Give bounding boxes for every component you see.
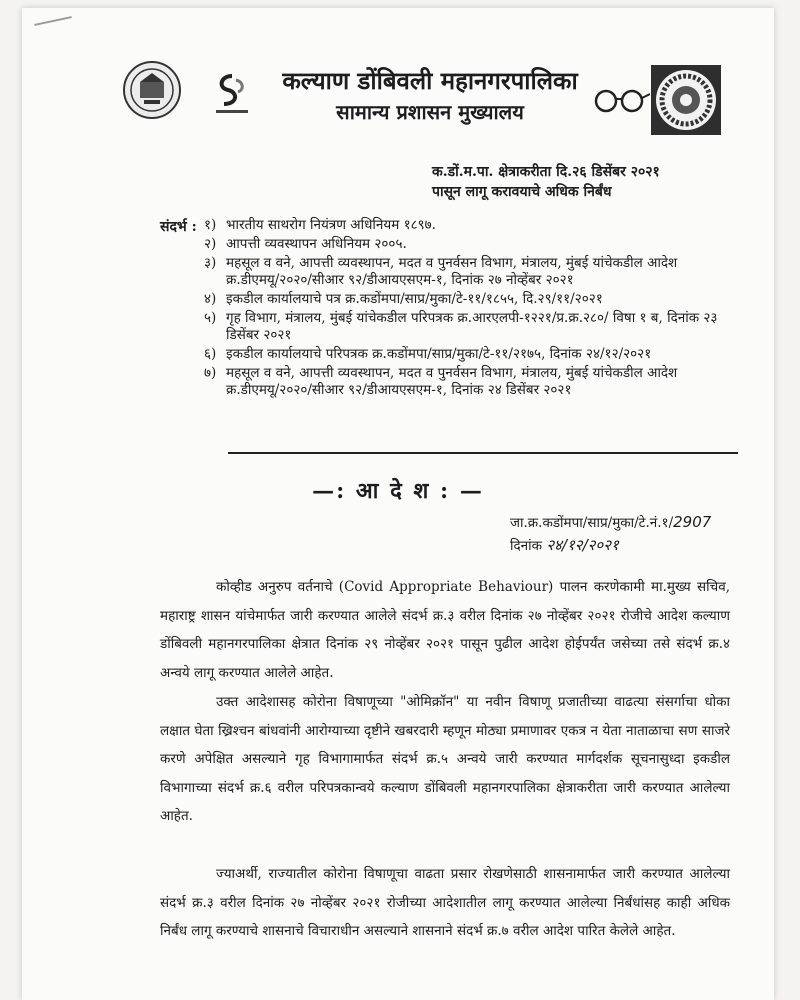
reference-number: ४) (204, 291, 217, 307)
reference-item (204, 217, 724, 234)
handwritten-date: २४/१२/२०२१ (546, 536, 619, 554)
outward-date-label: दिनांक (510, 538, 543, 554)
reference-text: इकडील कार्यालयाचे परिपत्रक क्र.कडोंमपा/साप्र/मुका/टे-११/२१७५, दिनांक २४/१२/२०२१ (226, 346, 652, 362)
outward-number-line (510, 511, 711, 534)
order-heading: —: आ दे श : — (312, 478, 484, 504)
outward-date-line (510, 534, 711, 557)
reference-item (204, 365, 724, 399)
paragraph-text: कोव्हीड अनुरुप वर्तनाचे (Covid Appropriate Behaviour) पालन करणेकामी मा.मुख्य सचिव, महाराष्ट्र शासन यांचेमार्फत जारी करण्यात आलेले संदर्भ क्र.३ वरील दिनांक २७ नोव्हेंबर २०२१ रोजीचे आदेश कल्याण डोंबिवली महानगरपालिका क्षेत्रात दिनांक २९ नोव्हेंबर २०२१ पासून पुढील आदेश होईपर्यंत जसेच्या तसे संदर्भ क्र.४ अन्वये लागू करण्यात आलेले आहेत. (160, 579, 730, 681)
paragraph-text: उक्त आदेशासह कोरोना विषाणूच्या "ओमिक्रॉन" या नवीन विषाणू प्रजातीच्या वाढत्या संसर्गाचा धोका लक्षात घेता ख्रिश्चन बांधवांनी आरोग्याच्या दृष्टीने खबरदारी म्हणून मोठ्या प्रमाणावर एकत्र न येता नाताळाचा सण साजरे करणे अपेक्षित असल्याने गृह विभागामार्फत संदर्भ क्र.५ अन्वये जारी करण्यात मार्गदर्शक सूचनासुध्दा इकडील विभागाच्या संदर्भ क्र.६ वरील परिपत्रकान्वये कल्याण डोंबिवली महानगरपालिका क्षेत्राकरीता जारी करण्यात आलेल्या आहेत. (160, 694, 730, 824)
department-title: सामान्य प्रशासन मुख्यालय (336, 100, 524, 124)
references-list (204, 217, 724, 401)
reference-text: इकडील कार्यालयाचे पत्र क्र.कडोंमपा/साप्र/मुका/टे-११/१८५५, दि.२९/११/२०२१ (226, 291, 603, 307)
reference-number: ५) (204, 310, 217, 326)
outward-number-block (510, 511, 711, 557)
municipal-emblem-logo (122, 60, 182, 120)
body-paragraph (160, 573, 730, 687)
body-paragraph (160, 688, 730, 831)
reference-number: ७) (204, 365, 217, 381)
reference-item (204, 236, 724, 253)
reference-number: १) (204, 217, 217, 233)
handwritten-outward-number: 2907 (673, 513, 712, 531)
reference-text: महसूल व वने, आपत्ती व्यवस्थापन, मदत व पुनर्वसन विभाग, मंत्रालय, मुंबई यांचेकडील आदेश क्र.डीएमयू/२०२०/सीआर ९२/डीआयएसएम-१, दिनांक २७ नोव्हेंबर २०२१ (226, 255, 678, 288)
reference-number: ६) (204, 346, 217, 362)
outward-number-label: जा.क्र.कडोंमपा/साप्र/मुका/टे.नं.१/ (510, 515, 674, 531)
reference-item (204, 346, 724, 363)
swachh-bharat-glasses-logo (590, 86, 650, 116)
reference-item (204, 310, 724, 344)
reference-text: महसूल व वने, आपत्ती व्यवस्थापन, मदत व पुनर्वसन विभाग, मंत्रालय, मुंबई यांचेकडील आदेश क्र.डीएमयू/२०२०/सीआर ९२/डीआयएसएम-१, दिनांक २४ डिसेंबर २०२१ (226, 365, 678, 398)
swachh-symbol-logo (212, 70, 252, 116)
subject-line-2: पासून लागू करावयाचे अधिक निर्बंध (432, 184, 612, 200)
document-page (22, 8, 774, 1000)
reference-item (204, 255, 724, 289)
references-divider (228, 452, 738, 454)
reference-text: गृह विभाग, मंत्रालय, मुंबई यांचेकडील परिपत्रक क्र.आरएलपी-१२२१/प्र.क्र.२८०/ विषा १ ब, दिनांक २३ डिसेंबर २०२१ (226, 310, 718, 343)
subject-block (432, 162, 660, 202)
city-seal-logo (650, 64, 722, 136)
reference-item (204, 291, 724, 308)
body-paragraph (160, 860, 730, 946)
references-label: संदर्भ : (160, 219, 197, 235)
paragraph-text: ज्याअर्थी, राज्यातील कोरोना विषाणूचा वाढता प्रसार रोखणेसाठी शासनामार्फत जारी करण्यात आलेल्या संदर्भ क्र.३ वरील दिनांक २७ नोव्हेंबर २०२१ रोजीच्या आदेशातील लागू करण्यात आलेल्या निर्बंधांसह काही अधिक निर्बंध लागू करण्याचे शासनाचे विचाराधीन असल्याने शासनाने संदर्भ क्र.७ वरील आदेश पारित केलेले आहेत. (160, 866, 730, 939)
reference-text: आपत्ती व्यवस्थापन अधिनियम २००५. (226, 236, 407, 252)
pen-mark (34, 16, 72, 26)
subject-line-1: क.डों.म.पा. क्षेत्राकरीता दि.२६ डिसेंबर २०२१ (432, 164, 660, 180)
reference-number: २) (204, 236, 217, 252)
reference-number: ३) (204, 255, 217, 271)
reference-text: भारतीय साथरोग नियंत्रण अधिनियम १८९७. (226, 217, 436, 233)
organization-title: कल्याण डोंबिवली महानगरपालिका (282, 66, 578, 95)
